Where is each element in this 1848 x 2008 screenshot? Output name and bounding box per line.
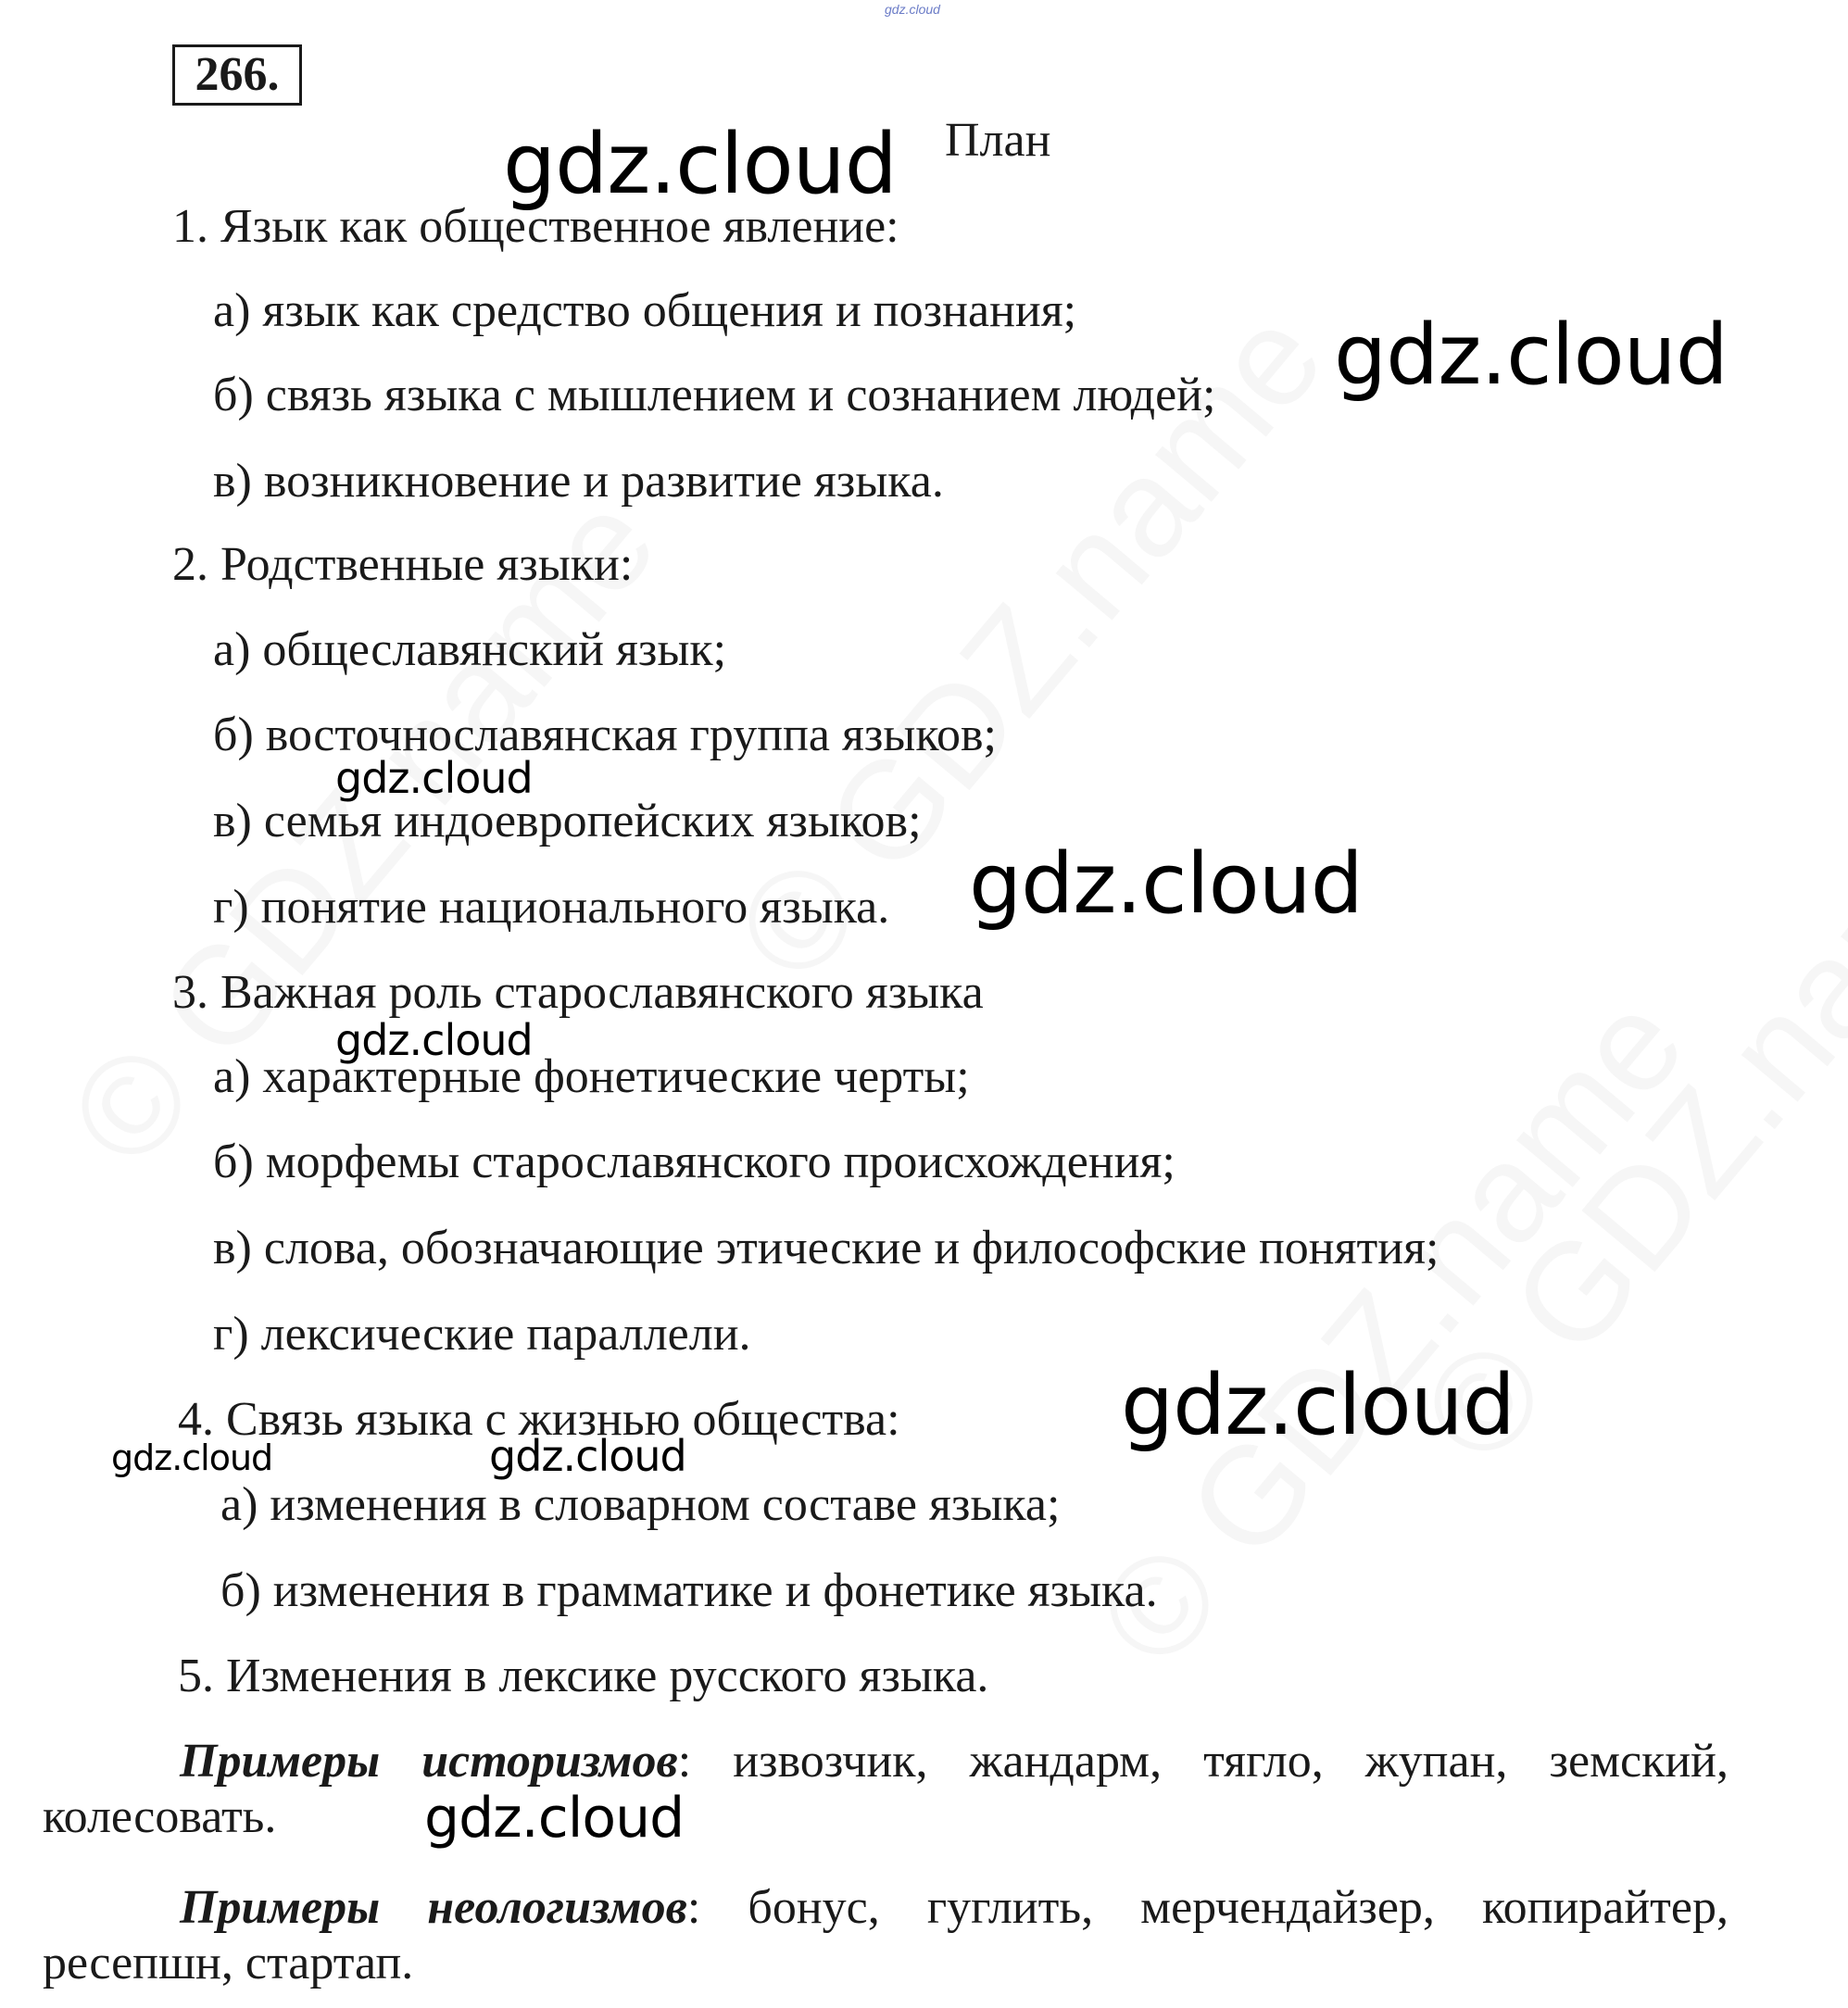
historisms-text: : извозчик, жандарм, тягло, жупан, земский, колесовать. <box>43 1735 1729 1843</box>
neologisms-paragraph <box>43 1880 1729 1991</box>
plan-subitem: б) морфемы старославянского происхождения; <box>213 1136 1175 1188</box>
watermark-label: gdz.cloud <box>489 1431 686 1481</box>
plan-subitem: а) характерные фонетические черты; <box>213 1050 970 1103</box>
watermark-label: gdz.cloud <box>503 116 897 213</box>
watermark-label: gdz.cloud <box>969 835 1363 933</box>
watermark-label: gdz.cloud <box>335 753 533 803</box>
top-watermark-mark: gdz.cloud <box>885 2 940 17</box>
plan-section-3: 3. Важная роль старославянского языка <box>172 966 984 1019</box>
plan-section-4: 4. Связь языка с жизнью общества: <box>178 1393 900 1446</box>
plan-section-5: 5. Изменения в лексике русского языка. <box>178 1650 989 1702</box>
plan-subitem: г) понятие национального языка. <box>213 881 890 934</box>
background-watermark <box>1065 965 1716 1697</box>
plan-subitem: б) восточнославянская группа языков; <box>213 709 997 761</box>
historisms-lead: Примеры историзмов <box>180 1735 678 1788</box>
plan-section-1: 1. Язык как общественное явление: <box>172 200 899 253</box>
plan-subitem: б) связь языка с мышлением и сознанием людей; <box>213 369 1216 421</box>
watermark-label: gdz.cloud <box>1334 307 1728 404</box>
neologisms-text: : бонус, гуглить, мерчендайзер, копирайтер, ресепшн, стартап. <box>43 1881 1729 1989</box>
plan-title: План <box>945 114 1051 167</box>
plan-subitem: в) слова, обозначающие этические и философские понятия; <box>213 1222 1439 1274</box>
plan-subitem: а) изменения в словарном составе языка; <box>220 1478 1061 1531</box>
watermark-label: gdz.cloud <box>424 1786 685 1851</box>
plan-subitem: в) возникновение и развитие языка. <box>213 455 944 508</box>
plan-subitem: а) язык как средство общения и познания; <box>213 284 1077 337</box>
plan-subitem: г) лексические параллели. <box>213 1308 751 1361</box>
neologisms-lead: Примеры неологизмов <box>180 1881 687 1934</box>
historisms-paragraph <box>43 1734 1729 1845</box>
plan-section-2: 2. Родственные языки: <box>172 538 634 591</box>
watermark-label: gdz.cloud <box>111 1437 273 1478</box>
plan-subitem: б) изменения в грамматике и фонетике языка. <box>220 1564 1158 1617</box>
watermark-label: gdz.cloud <box>1121 1357 1515 1454</box>
task-number-box: 266. <box>172 44 302 106</box>
plan-subitem: а) общеславянский язык; <box>213 623 727 676</box>
watermark-label: gdz.cloud <box>335 1015 533 1065</box>
plan-subitem: в) семья индоевропейских языков; <box>213 795 922 847</box>
